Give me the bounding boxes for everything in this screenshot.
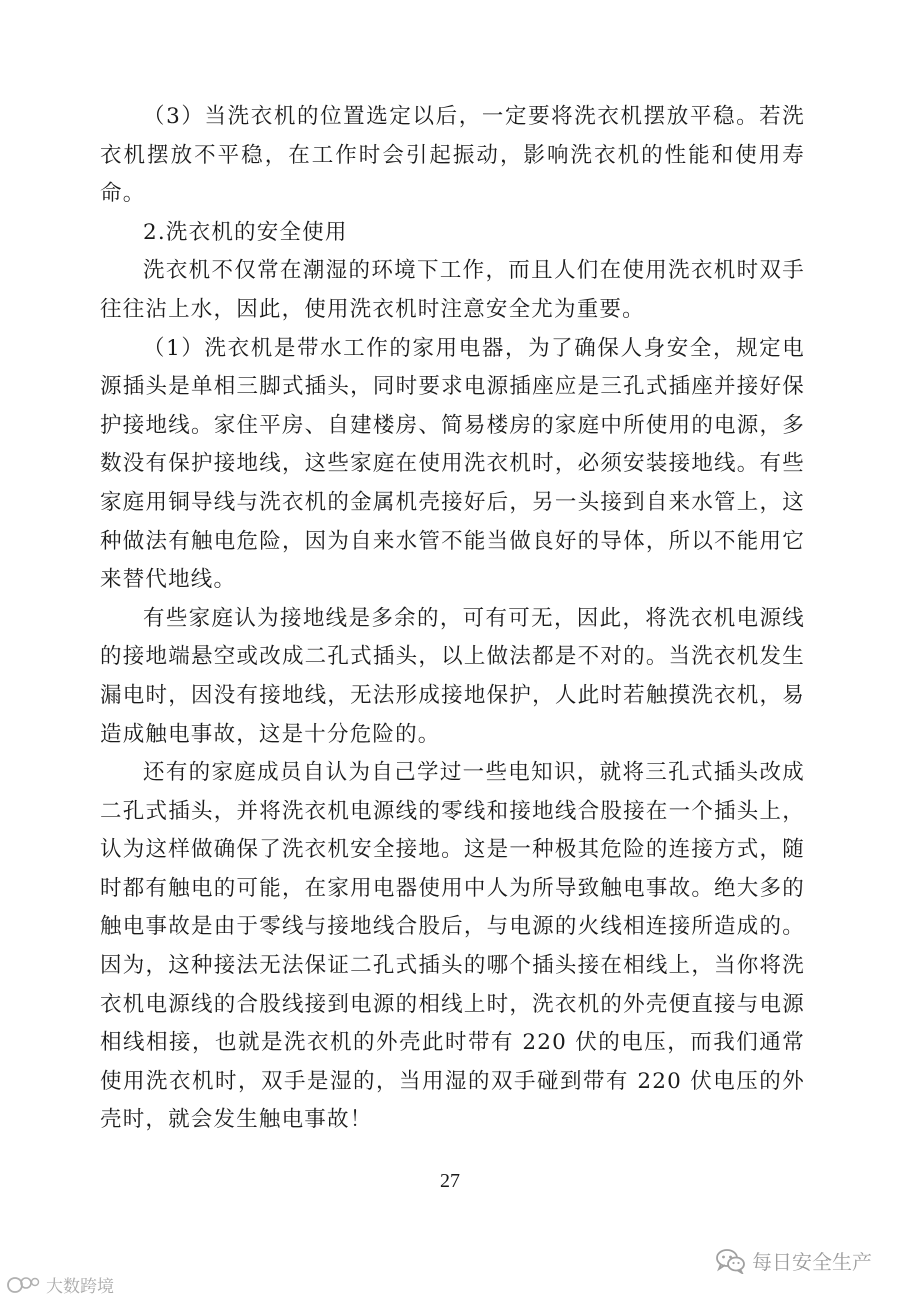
watermark-wechat	[716, 1246, 872, 1275]
paragraph-two-pin-plug: 还有的家庭成员自认为自己学过一些电知识，就将三孔式插头改成二孔式插头，并将洗衣机电源线的零线和接地线合股接在一个插头上，认为这样做确保了洗衣机安全接地。这是一种极其危险的连接方式，随时都有触电的可能，在家用电器使用中人为所导致触电事故。绝大多的触电事故是由于零线与接地线合股后，与电源的火线相连接所造成的。因为，这种接法无法保证二孔式插头的哪个插头接在相线上，当你将洗衣机电源线的合股线接到电源的相线上时，洗衣机的外壳便直接与电源相线相接，也就是洗衣机的外壳此时带有 220 伏的电压，而我们通常使用洗衣机时，双手是湿的，当用湿的双手碰到带有 220 伏电压的外壳时，就会发生触电事故！	[100, 760, 805, 1133]
paragraph-grounding: （1）洗衣机是带水工作的家用电器，为了确保人身安全，规定电源插头是单相三脚式插头，同时要求电源插座应是三孔式插座并接好保护接地线。家住平房、自建楼房、简易楼房的家庭中所使用的电源，多数没有保护接地线，这些家庭在使用洗衣机时，必须安装接地线。有些家庭用铜导线与洗衣机的金属机壳接好后，另一头接到自来水管上，这种做法有触电危险，因为自来水管不能当做良好的导体，所以不能用它来替代地线。	[100, 335, 805, 593]
section-heading: 2.洗衣机的安全使用	[143, 219, 348, 245]
wechat-icon	[716, 1248, 746, 1274]
page-number: 27	[440, 1170, 460, 1192]
body-text	[100, 98, 805, 1140]
paragraph-redundant-ground: 有些家庭认为接地线是多余的，可有可无，因此，将洗衣机电源线的接地端悬空或改成二孔式插头，以上做法都是不对的。当洗衣机发生漏电时，因没有接地线，无法形成接地保护，人此时若触摸洗衣机，易造成触电事故，这是十分危险的。	[100, 605, 805, 747]
paragraph-intro: 洗衣机不仅常在潮湿的环境下工作，而且人们在使用洗衣机时双手往往沾上水，因此，使用洗衣机时注意安全尤为重要。	[100, 258, 805, 322]
watermark-brand	[6, 1272, 114, 1297]
watermark-left-text: 大数跨境	[46, 1277, 114, 1297]
watermark-right-text: 每日安全生产	[752, 1250, 872, 1274]
logo-icon	[6, 1274, 42, 1296]
paragraph-placement: （3）当洗衣机的位置选定以后，一定要将洗衣机摆放平稳。若洗衣机摆放不平稳，在工作时会引起振动，影响洗衣机的性能和使用寿命。	[100, 104, 805, 207]
